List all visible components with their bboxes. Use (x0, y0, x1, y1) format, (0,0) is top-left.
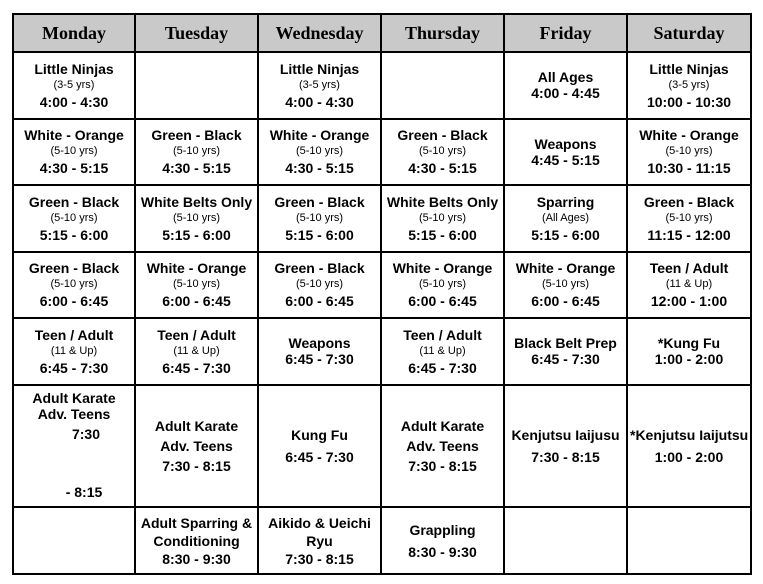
class-name: Adult Sparring & (140, 514, 253, 531)
class-time: 7:30 - 8:15 (162, 458, 231, 475)
class-cell (627, 252, 751, 319)
class-name: Weapons (534, 135, 597, 152)
class-cell (258, 252, 381, 319)
class-age: (5-10 yrs) (50, 211, 98, 224)
class-time: 7:30 (71, 425, 101, 442)
day-header-monday: Monday (13, 14, 135, 52)
class-name: Teen / Adult (649, 260, 729, 277)
day-header-friday: Friday (504, 14, 627, 52)
class-name: Green - Black (274, 260, 365, 277)
class-cell (13, 119, 135, 186)
class-cell (258, 318, 381, 385)
class-cell (13, 318, 135, 385)
class-time: 6:00 - 6:45 (39, 293, 109, 310)
day-header-tuesday: Tuesday (135, 14, 258, 52)
class-age: (3-5 yrs) (668, 78, 710, 91)
class-cell (627, 385, 751, 508)
class-name: Green - Black (643, 193, 735, 210)
class-cell (627, 52, 751, 119)
class-name: Green - Black (397, 127, 488, 144)
schedule-row (13, 507, 751, 574)
class-age: (5-10 yrs) (172, 278, 221, 291)
class-cell (381, 318, 504, 385)
class-time: 6:00 - 6:45 (162, 293, 231, 310)
class-time: 6:00 - 6:45 (531, 293, 600, 310)
class-time: 12:00 - 1:00 (650, 293, 728, 310)
class-time: 7:30 - 8:15 (285, 550, 354, 567)
class-time: 6:00 - 6:45 (285, 293, 354, 310)
class-name: White - Orange (24, 127, 124, 144)
class-schedule-table (12, 13, 752, 575)
class-age: (5-10 yrs) (50, 145, 98, 158)
schedule-row (13, 119, 751, 186)
class-age: (3-5 yrs) (53, 78, 95, 91)
class-name: Black Belt Prep (514, 335, 617, 352)
class-cell (504, 185, 627, 252)
class-time: 1:00 - 2:00 (654, 448, 724, 465)
class-cell (627, 119, 751, 186)
class-time: 6:45 - 7:30 (162, 359, 231, 376)
class-cell (627, 185, 751, 252)
class-name: Teen / Adult (34, 326, 114, 343)
class-name: White - Orange (269, 127, 370, 144)
class-time: 4:00 - 4:30 (39, 93, 109, 110)
class-age: (5-10 yrs) (665, 145, 713, 158)
class-time: 4:30 - 5:15 (408, 160, 477, 177)
class-name: White - Orange (639, 127, 739, 144)
class-time: 4:00 - 4:30 (285, 93, 354, 110)
class-name-line2: Adv. Teens (160, 437, 233, 454)
class-cell (135, 318, 258, 385)
class-age: (All Ages) (541, 211, 590, 224)
class-name: Teen / Adult (157, 326, 236, 343)
class-cell (504, 52, 627, 119)
spacer (16, 442, 132, 484)
class-cell (381, 185, 504, 252)
class-time: 6:45 - 7:30 (285, 448, 354, 465)
empty-cell (135, 52, 258, 119)
class-time: 1:00 - 2:00 (654, 351, 724, 368)
class-time: 6:00 - 6:45 (408, 293, 477, 310)
class-name-line2: Adv. Teens (406, 437, 479, 454)
class-cell (258, 385, 381, 508)
class-time: 4:30 - 5:15 (39, 160, 109, 177)
class-cell (504, 252, 627, 319)
class-age: (5-10 yrs) (541, 278, 590, 291)
class-time: 5:15 - 6:00 (39, 226, 109, 243)
class-cell (13, 385, 135, 508)
class-name: Teen / Adult (403, 326, 482, 343)
schedule-row (13, 318, 751, 385)
class-name: White - Orange (392, 260, 493, 277)
class-cell (258, 52, 381, 119)
class-name: White Belts Only (386, 193, 499, 210)
schedule-row (13, 52, 751, 119)
day-header-wednesday: Wednesday (258, 14, 381, 52)
class-cell (258, 507, 381, 574)
schedule-row (13, 252, 751, 319)
class-time: 4:45 - 5:15 (531, 151, 600, 168)
class-age: (11 & Up) (50, 344, 98, 357)
class-name-line2: Conditioning (153, 532, 240, 549)
class-age: (5-10 yrs) (418, 145, 467, 158)
class-name: Green - Black (28, 260, 120, 277)
class-time: 7:30 - 8:15 (408, 458, 477, 475)
class-cell (135, 507, 258, 574)
class-name: Grappling (409, 521, 476, 538)
class-time: 6:45 - 7:30 (39, 359, 109, 376)
class-time: 10:30 - 11:15 (647, 160, 731, 177)
class-name: Green - Black (28, 193, 120, 210)
class-time: 4:30 - 5:15 (162, 160, 231, 177)
class-name: Sparring (536, 193, 595, 210)
class-name: *Kung Fu (657, 335, 721, 352)
class-cell (504, 318, 627, 385)
day-header-thursday: Thursday (381, 14, 504, 52)
class-name: Little Ninjas (279, 60, 360, 77)
class-time-end: - 8:15 (65, 483, 103, 500)
class-cell (135, 252, 258, 319)
class-cell (381, 252, 504, 319)
class-age: (3-5 yrs) (299, 78, 340, 91)
class-age: (5-10 yrs) (295, 145, 344, 158)
class-name: All Ages (537, 69, 594, 86)
class-age: (5-10 yrs) (172, 145, 221, 158)
class-cell (627, 318, 751, 385)
class-cell (135, 185, 258, 252)
class-cell (504, 385, 627, 508)
empty-cell (13, 507, 135, 574)
class-time: 8:30 - 9:30 (162, 550, 231, 567)
class-name: Adult Karate (32, 389, 116, 406)
class-name: Adult Karate (400, 417, 485, 434)
class-name: Green - Black (274, 193, 365, 210)
empty-cell (381, 52, 504, 119)
class-age: (5-10 yrs) (418, 278, 467, 291)
class-name: White - Orange (146, 260, 247, 277)
day-header-saturday: Saturday (627, 14, 751, 52)
class-time: 6:45 - 7:30 (408, 359, 477, 376)
class-time: 6:45 - 7:30 (285, 351, 354, 368)
class-name: Kung Fu (291, 426, 348, 443)
class-cell (504, 119, 627, 186)
class-age: (5-10 yrs) (295, 211, 344, 224)
class-time: 4:00 - 4:45 (531, 85, 600, 102)
class-name: White Belts Only (140, 193, 253, 210)
class-name: Green - Black (151, 127, 242, 144)
class-age: (5-10 yrs) (418, 211, 467, 224)
class-age: (5-10 yrs) (665, 211, 713, 224)
class-cell (258, 185, 381, 252)
class-age: (5-10 yrs) (50, 278, 98, 291)
class-name: White - Orange (515, 260, 616, 277)
class-name-line2: Adv. Teens (37, 405, 111, 422)
class-age: (11 & Up) (665, 278, 713, 291)
class-name: Aikido & Ueichi (268, 514, 371, 531)
class-cell (13, 185, 135, 252)
class-time: 10:00 - 10:30 (646, 93, 732, 110)
class-cell (381, 385, 504, 508)
class-cell (13, 52, 135, 119)
class-age: (11 & Up) (419, 344, 466, 357)
schedule-row (13, 385, 751, 508)
class-cell (258, 119, 381, 186)
class-time: 5:15 - 6:00 (531, 226, 600, 243)
class-time: 8:30 - 9:30 (408, 543, 477, 560)
class-cell (381, 507, 504, 574)
class-name-line2: Ryu (306, 532, 333, 549)
class-cell (13, 252, 135, 319)
header-row (13, 14, 751, 52)
schedule-row (13, 185, 751, 252)
class-name: Little Ninjas (34, 60, 114, 77)
class-time: 11:15 - 12:00 (647, 226, 731, 243)
class-cell (135, 119, 258, 186)
class-cell (381, 119, 504, 186)
class-time: 4:30 - 5:15 (285, 160, 354, 177)
class-age: (5-10 yrs) (172, 211, 221, 224)
class-age: (11 & Up) (173, 344, 220, 357)
class-cell (135, 385, 258, 508)
class-age: (5-10 yrs) (295, 278, 344, 291)
class-name: Kenjutsu Iaijusu (511, 426, 620, 443)
class-time: 5:15 - 6:00 (408, 226, 477, 243)
class-time: 7:30 - 8:15 (531, 448, 600, 465)
class-name: Little Ninjas (649, 60, 729, 77)
empty-cell (627, 507, 751, 574)
class-time: 6:45 - 7:30 (531, 351, 600, 368)
empty-cell (504, 507, 627, 574)
class-time: 5:15 - 6:00 (162, 226, 231, 243)
class-name: Adult Karate (154, 417, 239, 434)
class-name: *Kenjutsu Iaijutsu (630, 426, 749, 443)
class-time: 5:15 - 6:00 (285, 226, 354, 243)
class-name: Weapons (288, 335, 351, 352)
